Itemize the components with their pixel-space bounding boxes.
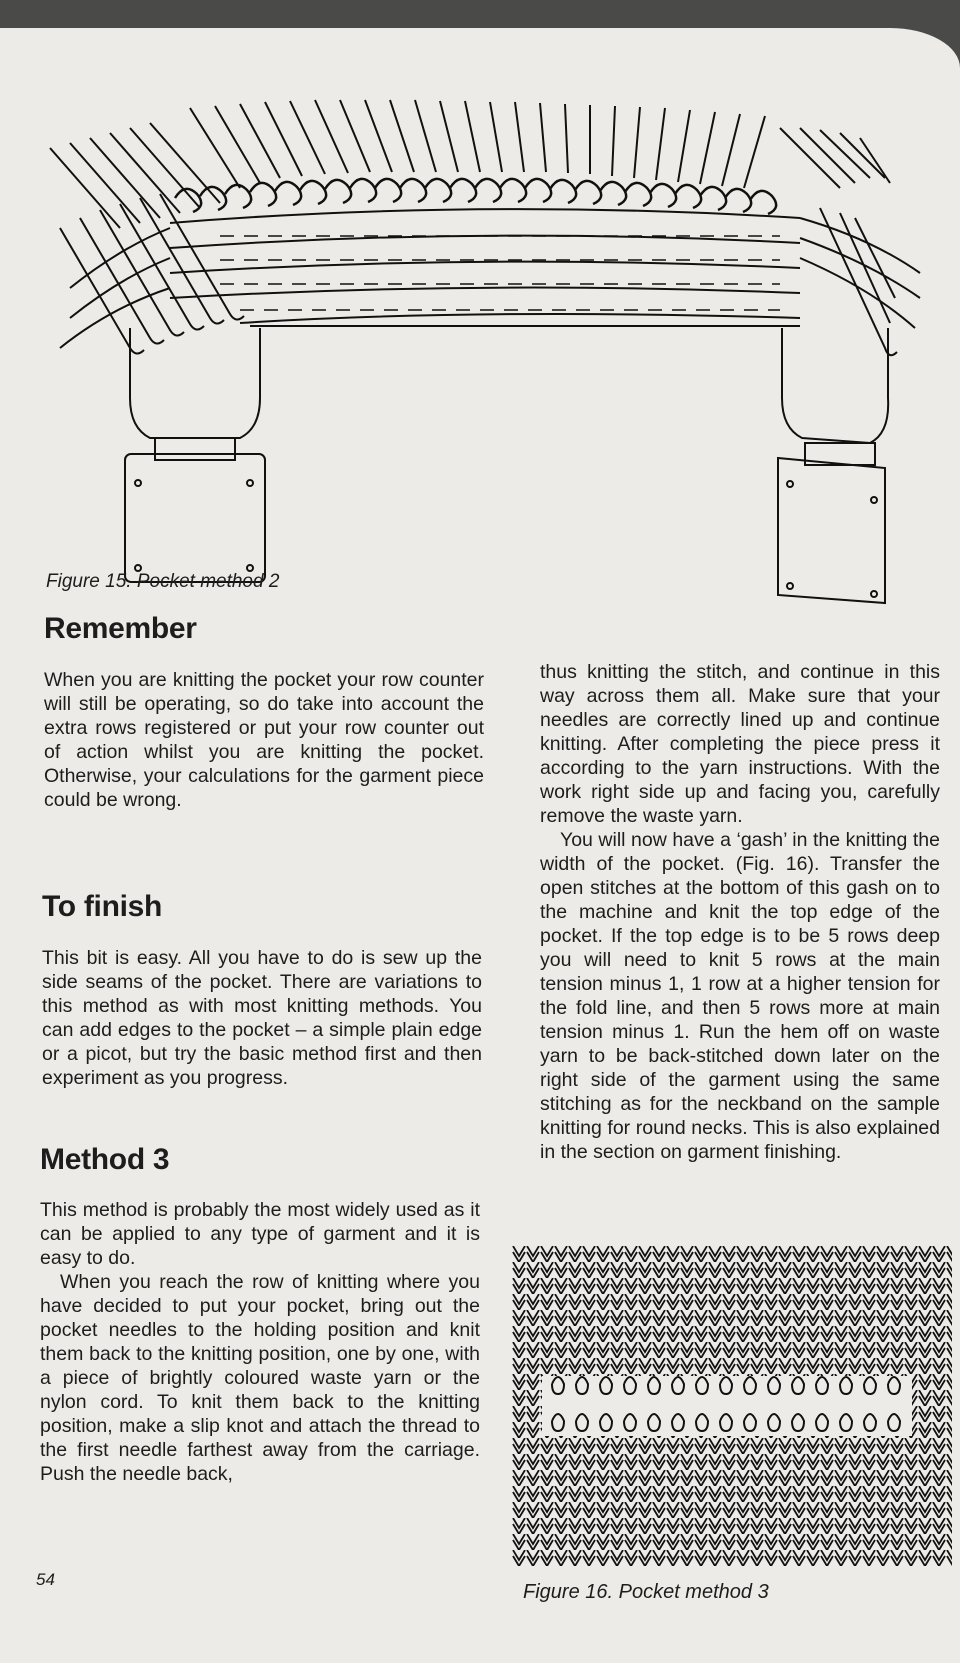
figure-15-illustration (40, 98, 940, 638)
knitted-fabric (60, 209, 920, 348)
figure-16-caption: Figure 16. Pocket method 3 (523, 1581, 769, 1603)
left-weight (125, 328, 265, 582)
figure-15-caption: Figure 15. Pocket method 2 (46, 571, 280, 592)
right-needle-hooks (820, 208, 897, 355)
to-finish-heading: To finish (42, 890, 163, 923)
right-paragraph-1: thus knitting the stitch, and continue in this way across them all. Make sure that your needles are correctly lined up and continue knitting. After completing the piece press it according to the yarn instructions. With the work right side up and facing you, carefully remove the waste yarn. (540, 661, 940, 827)
right-column-text (540, 660, 940, 1164)
method-3-heading: Method 3 (40, 1143, 170, 1176)
right-weight (778, 328, 888, 603)
figure-16-illustration (512, 1246, 952, 1571)
method-3-text (40, 1198, 480, 1486)
remember-text: When you are knitting the pocket your row counter will still be operating, so do take into account the extra rows registered or put your row counter out of action whilst you are knitting the pocket. Otherwise, your calculations for the garment piece could be wrong. (44, 669, 484, 811)
stitch-bumps (220, 236, 780, 310)
right-paragraph-2: You will now have a ‘gash’ in the knitting the width of the pocket. (Fig. 16). Transfer the open stitches at the bottom of this gash on to the machine and knit the top edge of the pocket. If the top edge is to be 5 rows deep you will need to knit 5 rows at the main tension minus 1, 1 row at a higher tension for the fold line, and then 5 rows more at main tension minus 1. Run the hem off on waste yarn to be back-stitched down later on the right side of the garment using the same stitching as for the neckband on the sample knitting for round necks. This is also explained in the section on garment finishing. (540, 829, 940, 1163)
lower-knit-area (512, 1436, 952, 1566)
method-3-paragraph-2: When you reach the row of knitting where you have decided to put your pocket, bring out the pocket needles to the holding position and knit them back to the knitting position, one by one, with a piece of brightly coloured waste yarn or the nylon cord. To knit them back to the knitting position, make a slip knot and attach the thread to the first needle farthest away from the carriage. Push the needle back, (40, 1271, 480, 1485)
to-finish-text: This bit is easy. All you have to do is sew up the side seams of the pocket. There are variations to this method as with most knitting methods. You can add edges to the pocket – a simple plain edge or a picot, but try the basic method first and then experiment as you progress. (42, 947, 482, 1089)
book-page (0, 28, 960, 1663)
page-number: 54 (36, 1570, 55, 1589)
method-3-paragraph-1: This method is probably the most widely used as it can be applied to any type of garment and it is easy to do. (40, 1199, 480, 1269)
left-needle-hooks (60, 194, 244, 354)
upper-knit-area (512, 1246, 952, 1376)
remember-heading: Remember (44, 612, 197, 645)
gash-loops (552, 1377, 900, 1431)
